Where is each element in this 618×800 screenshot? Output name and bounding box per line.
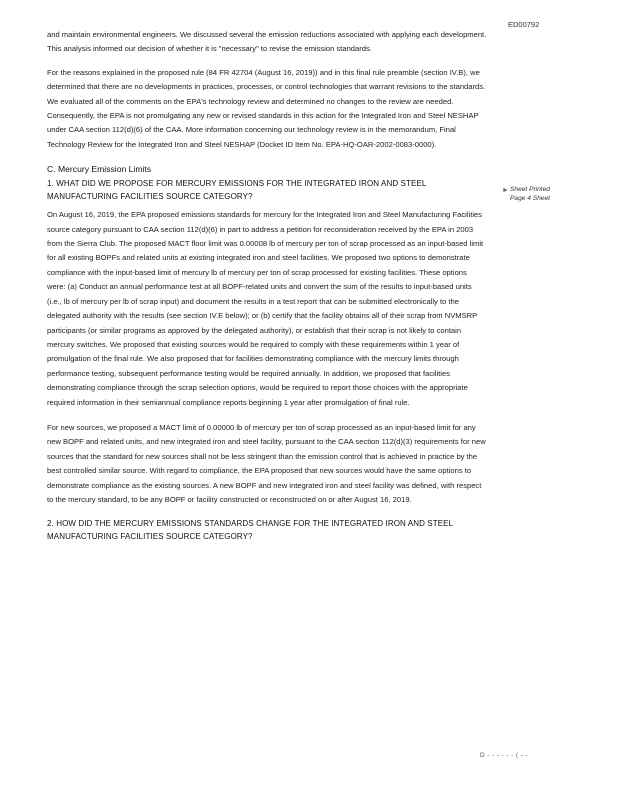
page-footer: D - - - - - - ( - - [480, 752, 529, 759]
margin-comment-line-2: Page 4 Sheet [510, 194, 550, 202]
question-heading-2: 2. HOW DID THE MERCURY EMISSIONS STANDARDS CHANGE FOR THE INTEGRATED IRON AND STEEL MANUFACTURING FACILITIES SOURCE CATEGORY? [47, 519, 453, 541]
margin-comment-line-1: Sheet Printed [510, 186, 550, 193]
document-body [47, 28, 487, 548]
paragraph-new-sources: For new sources, we proposed a MACT limit of 0.00000 lb of mercury per ton of scrap processed as an input-based limit for any new BOPF and related units, and new integrated iron and steel facility, pursuant to the CAA section 112(d)(3) requirements for new sources that the standard for new sources shall not be less stringent than the emission control that is achieved in practice by the best controlled similar source. With regard to compliance, the EPA proposed that new sources would have the same options to demonstrate compliance as the existing sources. A new BOPF and new integrated iron and steel facility was defined, with respect to the mercury standard, to be any BOPF or facility constructed or reconstructed on or after August 16, 2019. [47, 422, 486, 504]
paragraph-intro: and maintain environmental engineers. We discussed several the emission reductions associated with applying each development. This analysis informed our decision of whether it is "necessary" to revise the emission standards. [47, 30, 487, 54]
question-heading-1: 1. WHAT DID WE PROPOSE FOR MERCURY EMISSIONS FOR THE INTEGRATED IRON AND STEEL MANUFACTURING FACILITIES SOURCE CATEGORY? [47, 179, 427, 201]
paragraph-technology-review: For the reasons explained in the proposed rule (84 FR 42704 (August 16, 2019)) and in this final rule preamble (section IV.B), we determined that there are no developments in practices, processes, or control technologies that warrant revisions to the standards. We evaluated all of the comments on the EPA's technology review and determined no changes to the review are needed. Consequently, the EPA is not promulgating any new or revised standards in this action for the Integrated Iron and Steel NESHAP under CAA section 112(d)(6) of the CAA. More information concerning our technology review is in the memorandum, Final Technology Review for the Integrated Iron and Steel NESHAP (Docket ID Item No. EPA-HQ-OAR-2002-0083-0000). [47, 67, 486, 149]
paragraph-existing-sources: On August 16, 2019, the EPA proposed emissions standards for mercury for the Integrated Iron and Steel Manufacturing Facilities source category pursuant to CAA section 112(d)(6) in part to address a petition for reconsideration received by the EPA in 2003 from the Sierra Club. The proposed MACT floor limit was 0.00008 lb of mercury per ton of scrap processed as an input-based limit for all existing BOPFs and related units at existing integrated iron and steel facilities. We proposed two options to demonstrate compliance with the input-based limit of mercury lb of mercury per ton of scrap processed for existing facilities. These options were: (a) Conduct an annual performance test at all BOPF-related units and convert the sum of the results to input-based units (i.e., lb of mercury per lb of scrap input) and document the results in a test report that can be submitted electronically to the delegated authority with the results (see section IV.E below); or (b) certify that the facility obtains all of their scrap from NVMSRP participants (or similar programs as approved by the delegated authority), or establish that their scrap is not likely to contain mercury switches. We proposed that existing sources would be required to comply with these requirements within 1 year of promulgation of the final rule. We also proposed that for facilities demonstrating compliance with the mercury limits through performance testing, subsequent performance testing would be required annually. In addition, we proposed that facilities demonstrating compliance through the scrap selection options, would be required to report those choices with the appropriate required information in their semiannual compliance reports beginning 1 year after promulgation of final rule. [47, 210, 484, 407]
section-heading: C. Mercury Emission Limits [47, 164, 152, 175]
comment-marker-icon: ► [502, 187, 509, 194]
document-id: ED00792 [508, 20, 540, 29]
margin-comment [510, 186, 580, 203]
